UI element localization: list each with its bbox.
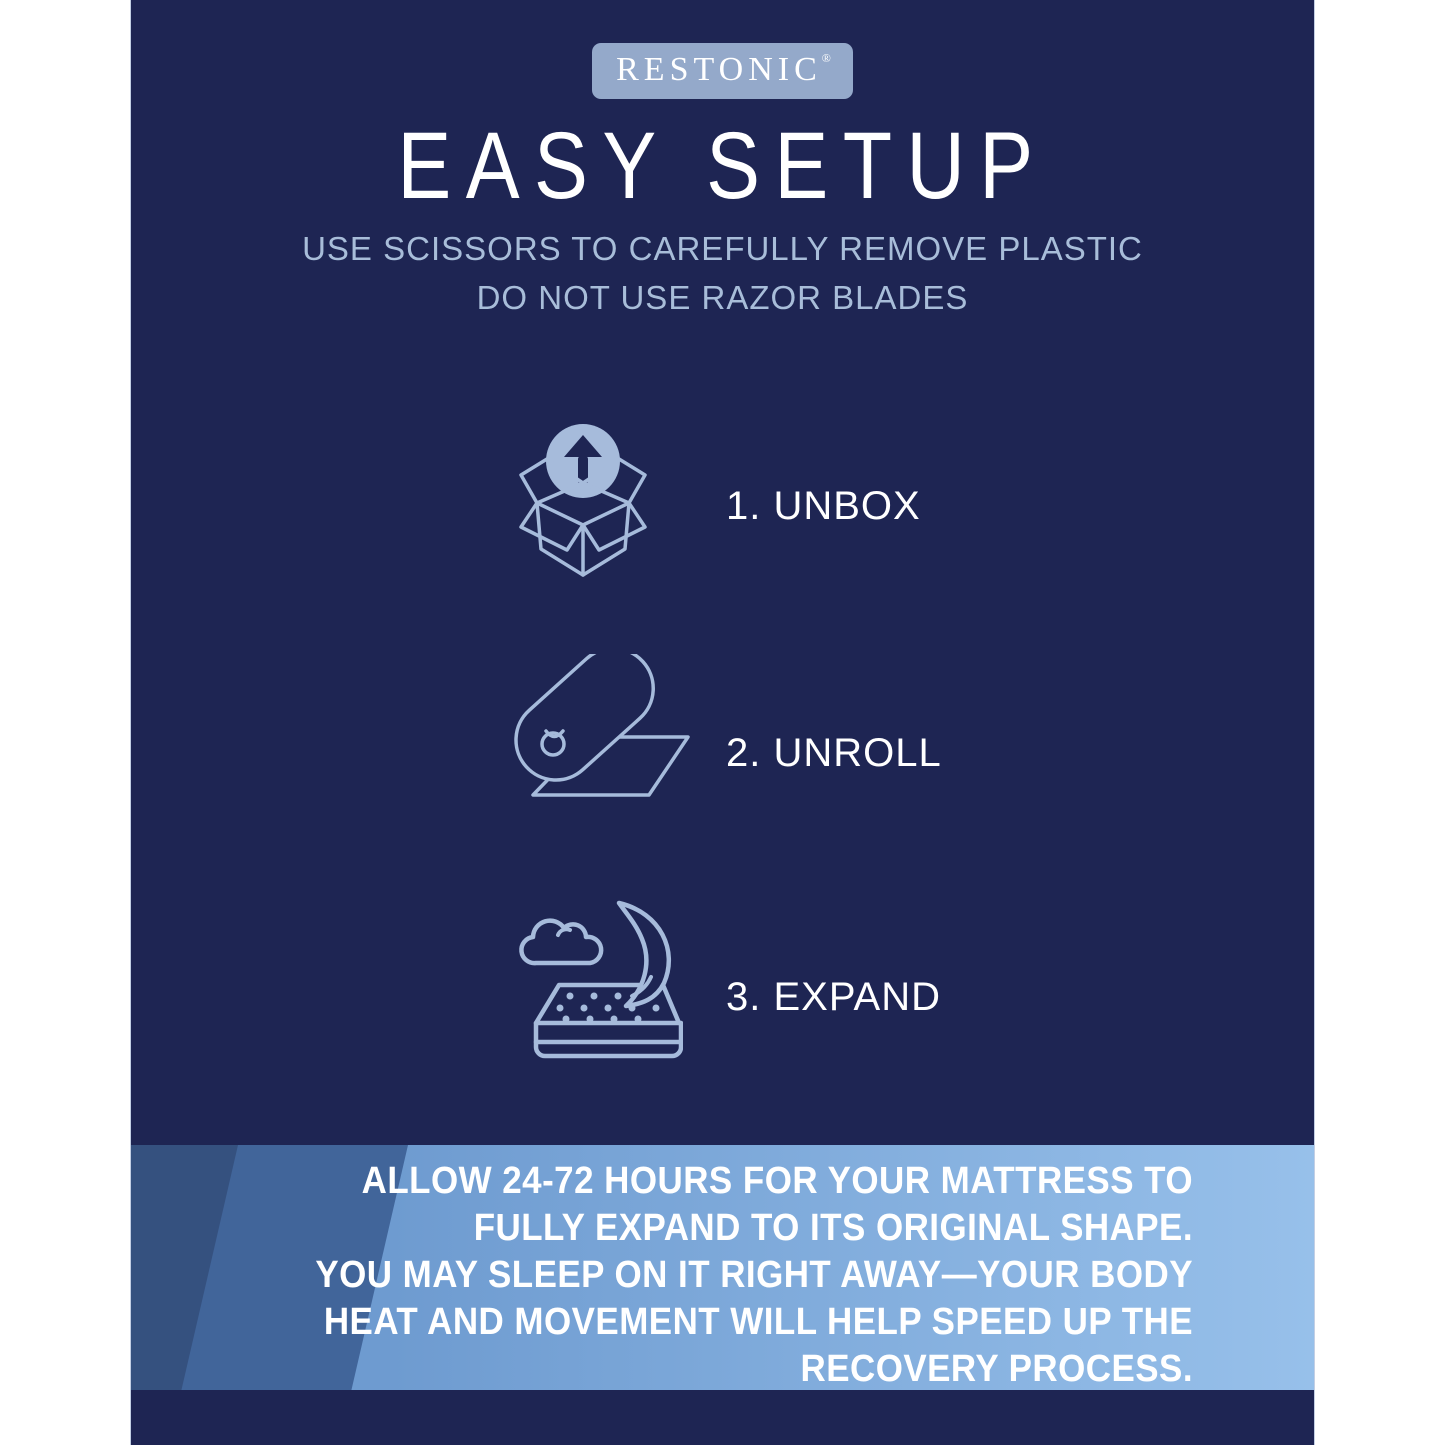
restonic-logo-badge (592, 43, 853, 99)
footer-banner (131, 1145, 1314, 1390)
banner-line-4: HEAT AND MOVEMENT WILL HELP SPEED UP THE (323, 1301, 1193, 1343)
subtitle (131, 224, 1314, 322)
moon-shape (619, 903, 669, 1006)
banner-line-5: RECOVERY PROCESS. (800, 1348, 1193, 1390)
page-title: EASY SETUP (397, 113, 1048, 219)
registered-mark: ® (821, 51, 831, 65)
subtitle-line-1: USE SCISSORS TO CAREFULLY REMOVE PLASTIC (302, 230, 1143, 267)
subtitle-line-2: DO NOT USE RAZOR BLADES (476, 279, 969, 316)
expand-icon (506, 891, 683, 1073)
unbox-icon (516, 421, 651, 583)
logo-area (131, 43, 1314, 99)
banner-line-1: ALLOW 24-72 HOURS FOR YOUR MATTRESS TO (361, 1160, 1193, 1202)
setup-card (130, 0, 1315, 1445)
step-label-expand: 3. EXPAND (726, 975, 941, 1019)
brand-name: RESTONIC (616, 51, 822, 88)
banner-text (273, 1158, 1193, 1390)
unroll-icon (503, 654, 698, 797)
banner-line-2: FULLY EXPAND TO ITS ORIGINAL SHAPE. (473, 1207, 1193, 1249)
step-label-unroll: 2. UNROLL (726, 731, 942, 775)
step-label-unbox: 1. UNBOX (726, 484, 921, 528)
cloud-shape (521, 921, 601, 963)
banner-line-3: YOU MAY SLEEP ON IT RIGHT AWAY—YOUR BODY (315, 1254, 1193, 1296)
